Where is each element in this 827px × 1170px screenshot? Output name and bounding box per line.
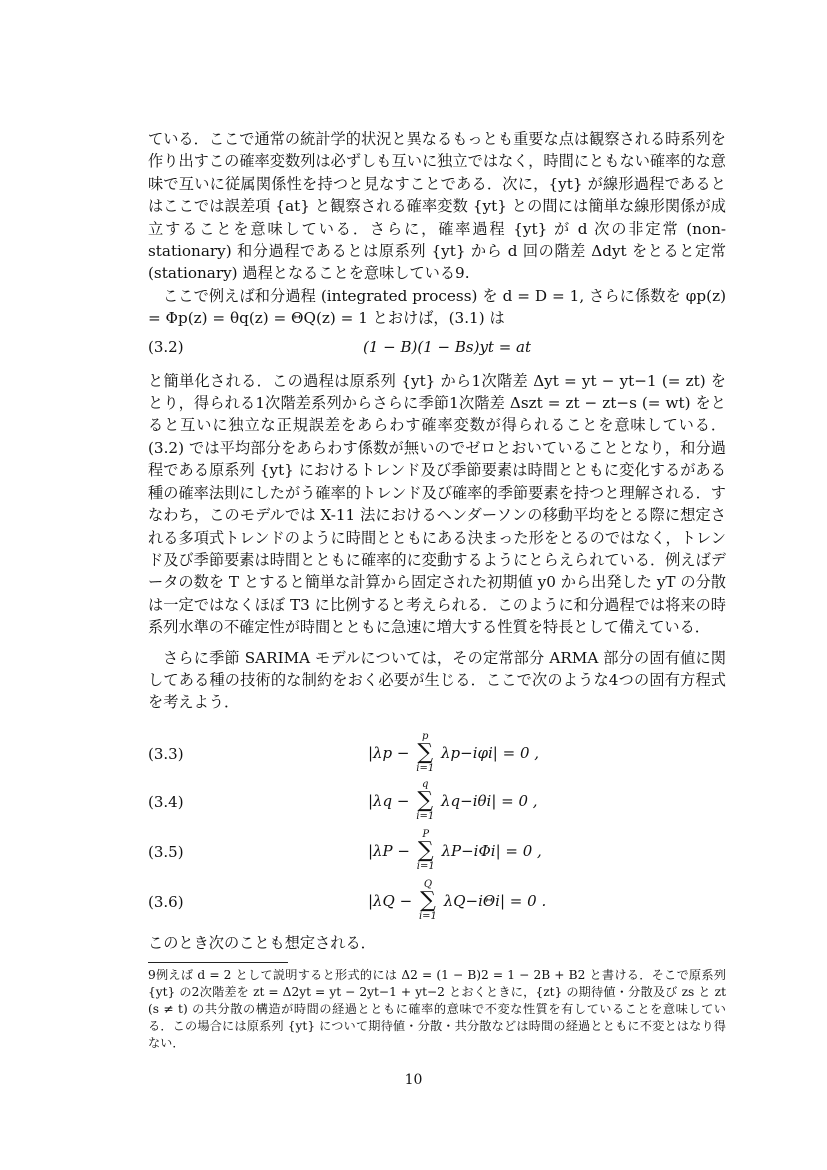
equation-body: |λq − q ∑ i=1 λq−iθi| = 0 , <box>368 778 538 822</box>
summation: q ∑ i=1 <box>416 778 435 822</box>
footnote-rule <box>148 962 288 963</box>
sigma-symbol: ∑ <box>417 739 434 765</box>
equation-number: (3.4) <box>148 792 184 811</box>
equation-body: |λp − p ∑ i=1 λp−iφi| = 0 , <box>368 730 540 774</box>
equation-3-6 <box>148 880 726 928</box>
equation-number: (3.3) <box>148 744 184 763</box>
equation-body: |λP − P ∑ i=1 λP−iΦi| = 0 , <box>368 828 542 872</box>
paragraph-4: さらに季節 SARIMA モデルについては，その定常部分 ARMA 部分の固有値に関してある種の技術的な制約をおく必要が生じる．ここで次のような4つの固有方程式を考えよう． <box>148 648 726 712</box>
equation-number: (3.6) <box>148 892 184 911</box>
summation: Q ∑ i=1 <box>418 878 437 922</box>
paragraph-3: と簡単化される．この過程は原系列 {yt} から1次階差 Δyt = yt − yt−1 (= zt) をとり，得られる1次階差系列からさらに季節1次階差 Δszt = zt − zt−s (= wt) をとると互いに独立な正規誤差をあらわす確率変数が得られることを意味している．(3.2) では平均部分をあらわす係数が無いのでゼロとおいていることとなり，和分過程である原系列 {yt} におけるトレンド及び季節要素は時間とともに変化するがある種の確率法則にしたがう確率的トレンド及び確率的季節要素を持つと理解される．すなわち，このモデルでは X-11 法におけるヘンダーソンの移動平均をとる際に想定される多項式トレンドのように時間とともにある決まった形をとるのではなく，トレンド及び季節要素は時間とともに確率的に変動するようにとらえられている．例えばデータの数を T とすると簡単な計算から固定された初期値 y0 から出発した yT の分散は一定ではなくほぼ T3 に比例すると考えられる．このように和分過程では将来の時系列水準の不確定性が時間とともに急速に増大する性質を特長として備えている． <box>148 371 726 637</box>
paragraph-5: このとき次のことも想定される． <box>148 933 376 952</box>
equation-3-3 <box>148 732 726 780</box>
equation-body: (1 − B)(1 − Bs)yt = at <box>363 337 532 356</box>
document-body <box>148 128 726 1052</box>
sigma-symbol: ∑ <box>417 787 434 813</box>
equation-number: (3.2) <box>148 337 184 356</box>
sigma-symbol: ∑ <box>420 887 436 913</box>
equation-body: |λQ − Q ∑ i=1 λQ−iΘi| = 0 . <box>368 878 547 922</box>
summation: p ∑ i=1 <box>416 730 435 774</box>
page-number: 10 <box>404 1072 423 1088</box>
equation-3-5 <box>148 830 726 878</box>
summation: P ∑ i=1 <box>416 828 435 872</box>
equation-3-2 <box>148 330 726 370</box>
sigma-symbol: ∑ <box>417 837 434 863</box>
paragraph-1: ている．ここで通常の統計学的状況と異なるもっとも重要な点は観察される時系列を作り出すこの確率変数列は必ずしも互いに独立ではなく，時間にともない確率的な意味で互いに従属関係性を持つと見なすことである．次に，{yt} が線形過程であるとはここでは誤差項 {at} と観察される確率変数 {yt} との間には簡単な線形関係が成立することを意味している．さらに，確率過程 {yt} が d 次の非定常 (non-stationary) 和分過程であるとは原系列 {yt} から d 回の階差 Δdyt をとると定常 (stationary) 過程となることを意味している9. <box>148 130 726 283</box>
paragraph-2: ここで例えば和分過程 (integrated process) を d = D = 1, さらに係数を φp(z) = Φp(z) = θq(z) = ΘQ(z) = 1 とおけば，(3.1) は <box>148 286 726 328</box>
equation-number: (3.5) <box>148 842 184 861</box>
equation-3-4 <box>148 780 726 828</box>
equation-block <box>148 732 726 932</box>
footnote-9: 9例えば d = 2 として説明すると形式的には Δ2 = (1 − B)2 = 1 − 2B + B2 と書ける．そこで原系列 {yt} の2次階差を zt = Δ2yt = yt − 2yt−1 + yt−2 とおくときに，{zt} の期待値・分散及び zs と zt (s ≠ t) の共分散の構造が時間の経過とともに確率的意味で不変な性質を有していることを意味している．この場合には原系列 {yt} について期待値・分散・共分散などは時間の経過とともに不変とはなり得ない． <box>148 968 726 1051</box>
